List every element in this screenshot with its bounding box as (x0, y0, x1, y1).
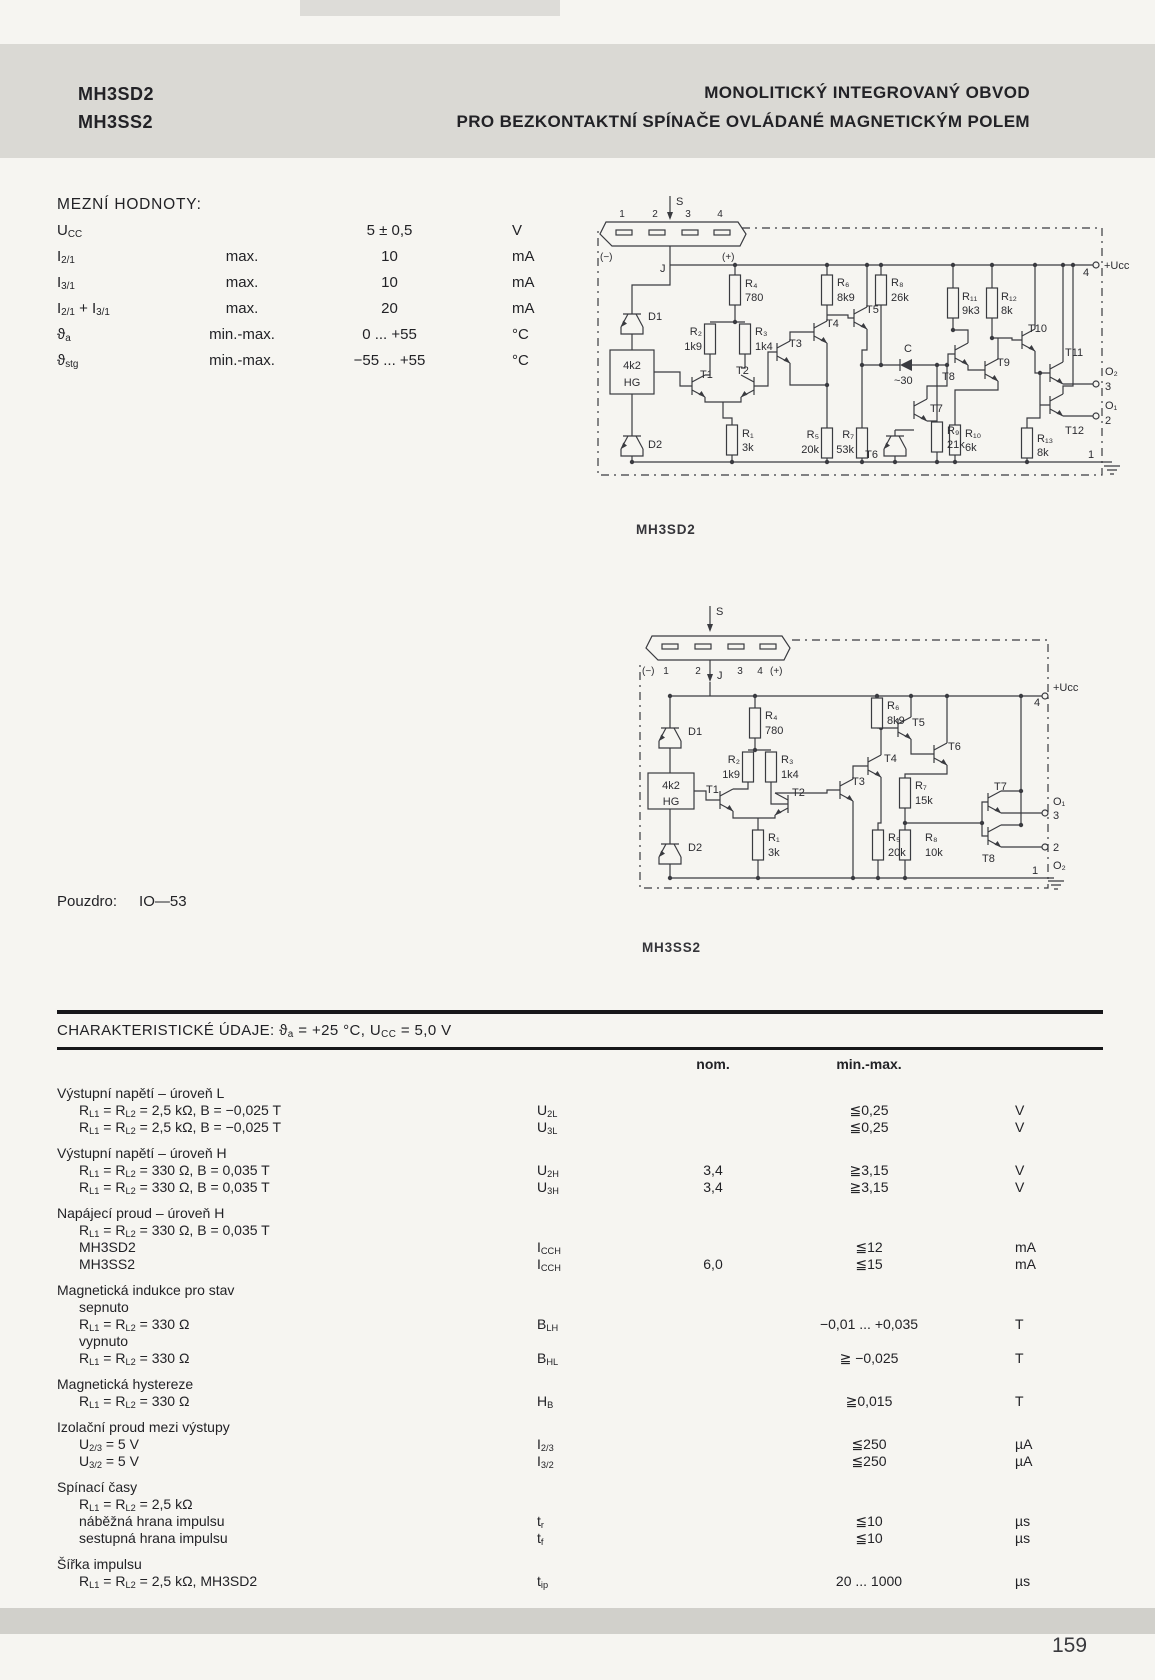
mh3sd2-schematic (592, 190, 1137, 510)
limit-condition: min.-max. (209, 326, 275, 343)
hall-generator-value: 4k2 (662, 780, 680, 792)
table-row (57, 300, 592, 326)
table-row (57, 1350, 1103, 1367)
label-r3-name: R₃ (781, 754, 794, 766)
table-row (57, 1530, 1103, 1547)
package-value: IO—53 (139, 893, 187, 910)
symbol: U2L (537, 1102, 558, 1120)
pin-label: 1 (663, 666, 669, 677)
group-header (57, 1479, 1103, 1496)
label-t3: T3 (852, 776, 865, 788)
symbol: HB (537, 1393, 554, 1411)
minus-label: (−) (600, 252, 613, 263)
label-r4-name: R₄ (745, 278, 758, 290)
group-title: Výstupní napětí – úroveň L (57, 1085, 225, 1101)
output-o2-label: O₂ (1105, 366, 1118, 378)
label-r5-name: R₅ (806, 429, 819, 441)
label-t4: T4 (826, 318, 839, 330)
unit: mA (1015, 1256, 1036, 1272)
symbol: I3/2 (537, 1453, 554, 1471)
limit-condition: max. (225, 300, 259, 317)
hall-generator-name: HG (623, 377, 641, 389)
condition: RL1 = RL2 = 330 Ω, B = 0,035 T (79, 1222, 270, 1240)
label-r2-name: R₂ (727, 754, 740, 766)
limit-value: 0 ... +55 (362, 326, 417, 343)
group-header (57, 1085, 1103, 1102)
unit: V (1015, 1102, 1025, 1118)
label-r8-name: R₈ (925, 832, 938, 844)
table-row (57, 1393, 1103, 1410)
label-r2-name: R₂ (689, 326, 702, 338)
label-t1: T1 (706, 784, 719, 796)
symbol: U3H (537, 1179, 559, 1197)
label-t2: T2 (736, 365, 749, 377)
label-t5: T5 (866, 304, 879, 316)
label-d2: D2 (688, 842, 703, 854)
ucc-label: +Ucc (1104, 260, 1130, 272)
symbol: tf (537, 1530, 544, 1548)
unit: µs (1015, 1573, 1031, 1589)
output-o2-pin: 3 (1105, 381, 1112, 393)
label-r6-name: R₆ (887, 700, 900, 712)
label-r7-value: 53k (836, 444, 854, 456)
unit: µs (1015, 1530, 1031, 1546)
label-t5: T5 (912, 717, 925, 729)
output-o2-pin: 2 (1053, 842, 1060, 854)
characteristics-heading: CHARAKTERISTICKÉ ÚDAJE: ϑa = +25 °C, UCC = 5,0 V (57, 1022, 452, 1041)
pin-label: 1 (619, 209, 625, 220)
ucc-pin-number: 4 (1033, 697, 1041, 709)
label-r8-value: 26k (891, 292, 909, 304)
label-r6-name: R₆ (837, 277, 850, 289)
symbol: ICCH (537, 1256, 561, 1274)
minmax-value: ≦0,25 (849, 1119, 889, 1135)
limit-value: 5 ± 0,5 (366, 222, 413, 239)
limit-symbol: I3/1 (57, 274, 75, 293)
label-r2-value: 1k9 (722, 769, 740, 781)
symbol: tr (537, 1513, 544, 1531)
unit: T (1015, 1316, 1024, 1332)
minmax-value: ≦12 (855, 1239, 883, 1255)
gnd-pin-number: 1 (1088, 449, 1095, 461)
label-r8-name: R₈ (891, 277, 904, 289)
group-title: Napájecí proud – úroveň H (57, 1205, 225, 1221)
table-row (57, 248, 592, 274)
label-t6: T6 (865, 449, 878, 461)
minmax-value: ≦10 (855, 1530, 883, 1546)
group-title: Spínací časy (57, 1479, 138, 1495)
limit-unit: mA (512, 274, 535, 291)
table-row (57, 1496, 1103, 1513)
table-row (57, 1299, 1103, 1316)
pin-label: 2 (652, 209, 658, 220)
group-title: Izolační proud mezi výstupy (57, 1419, 230, 1435)
table-row (57, 1256, 1103, 1273)
part-number-2: MH3SS2 (78, 112, 154, 132)
part-number-1: MH3SD2 (78, 84, 155, 104)
label-r6-value: 8k9 (837, 292, 855, 304)
junction-dots (668, 694, 1023, 880)
condition: RL1 = RL2 = 2,5 kΩ, B = −0,025 T (79, 1119, 282, 1137)
group-title: Magnetická hystereze (57, 1376, 194, 1392)
label-t9: T9 (997, 357, 1010, 369)
label-t2: T2 (792, 787, 805, 799)
condition: RL1 = RL2 = 2,5 kΩ (79, 1496, 193, 1514)
label-r2-value: 1k9 (684, 341, 702, 353)
label-r3-name: R₃ (755, 326, 768, 338)
limit-symbol: UCC (57, 222, 83, 241)
package-label: Pouzdro: (57, 893, 118, 910)
limit-condition: min.-max. (209, 352, 275, 369)
page-number: 159 (1052, 1634, 1088, 1657)
condition: U2/3 = 5 V (79, 1436, 139, 1454)
ucc-pin-number: 4 (1082, 267, 1090, 279)
label-r4-name: R₄ (765, 710, 778, 722)
pin-label: 3 (685, 209, 691, 220)
table-row (57, 1179, 1103, 1196)
label-t11: T11 (1065, 347, 1084, 359)
table-row (57, 1573, 1103, 1590)
condition: RL1 = RL2 = 2,5 kΩ, B = −0,025 T (79, 1102, 282, 1120)
limits-table (57, 222, 592, 378)
minmax-value: ≦0,25 (849, 1102, 889, 1118)
unit: mA (1015, 1239, 1036, 1255)
limit-value: −55 ... +55 (353, 352, 426, 369)
limit-unit: mA (512, 248, 535, 265)
scan-artifact-smudge (300, 0, 560, 16)
output-o1-pin: 3 (1053, 810, 1060, 822)
label-t10: T10 (1028, 323, 1047, 335)
symbol: tip (537, 1573, 549, 1591)
unit: V (1015, 1179, 1025, 1195)
minmax-value: ≦10 (855, 1513, 883, 1529)
hall-generator-value: 4k2 (623, 360, 641, 372)
output-o1-label: O₁ (1105, 400, 1118, 412)
j-label: J (660, 263, 666, 275)
limit-unit: V (512, 222, 523, 239)
unit: T (1015, 1350, 1024, 1366)
symbol: I2/3 (537, 1436, 554, 1454)
condition: MH3SS2 (79, 1256, 136, 1272)
label-r11-name: R₁₁ (962, 291, 978, 303)
hall-generator-name: HG (662, 796, 680, 808)
symbol: U2H (537, 1162, 559, 1180)
condition: náběžná hrana impulsu (79, 1513, 225, 1529)
label-r10-name: R₁₀ (965, 428, 982, 440)
label-r3-value: 1k4 (755, 341, 773, 353)
magnet-s-label: S (676, 196, 684, 208)
schematic-caption-mh3sd2: MH3SD2 (636, 522, 696, 537)
group-title: Šířka impulsu (57, 1556, 142, 1572)
package-designation (57, 893, 209, 910)
symbol: U3L (537, 1119, 558, 1137)
label-t3: T3 (789, 338, 802, 350)
mh3ss2-schematic (592, 578, 1137, 898)
column-header-nom: nom. (696, 1056, 730, 1072)
table-row (57, 1453, 1103, 1470)
group-header (57, 1419, 1103, 1436)
condition: MH3SD2 (79, 1239, 136, 1255)
label-d2: D2 (648, 439, 663, 451)
label-r13-name: R₁₃ (1037, 433, 1054, 445)
unit: µA (1015, 1453, 1033, 1469)
unit: V (1015, 1119, 1025, 1135)
column-headers (57, 1056, 1103, 1076)
label-r1-name: R₁ (768, 832, 780, 844)
condition: U3/2 = 5 V (79, 1453, 139, 1471)
minmax-value: 20 ... 1000 (835, 1573, 903, 1589)
label-t12: T12 (1065, 425, 1084, 437)
label-r11-value: 9k3 (962, 305, 980, 317)
label-r13-value: 8k (1037, 447, 1049, 459)
limit-value: 10 (381, 274, 398, 291)
title-line-2: PRO BEZKONTAKTNÍ SPÍNAČE OVLÁDANÉ MAGNETICKÝM POLEM (456, 112, 1030, 131)
limit-symbol: ϑstg (57, 352, 79, 371)
group-header (57, 1205, 1103, 1222)
unit: T (1015, 1393, 1024, 1409)
symbol: BHL (537, 1350, 559, 1368)
group-header (57, 1376, 1103, 1393)
group-header (57, 1282, 1103, 1299)
part-numbers (78, 80, 154, 136)
minus-label: (−) (642, 666, 655, 677)
divider-rule (57, 1047, 1103, 1050)
table-row (57, 1316, 1103, 1333)
ucc-label: +Ucc (1053, 682, 1079, 694)
pin-label: 4 (717, 209, 723, 220)
symbol: ICCH (537, 1239, 561, 1257)
limit-condition: max. (225, 274, 259, 291)
nom-value: 6,0 (703, 1256, 723, 1272)
label-r1-value: 3k (768, 847, 780, 859)
condition: vypnuto (79, 1333, 129, 1349)
label-c: C (904, 343, 912, 355)
label-t8: T8 (942, 371, 955, 383)
title-line-1: MONOLITICKÝ INTEGROVANÝ OBVOD (704, 83, 1030, 102)
group-header (57, 1556, 1103, 1573)
pin-label: 3 (737, 666, 743, 677)
symbol: BLH (537, 1316, 559, 1334)
label-r4-value: 780 (745, 292, 764, 304)
label-r5-value: 20k (801, 444, 819, 456)
page-title (456, 78, 1030, 136)
divider-rule (57, 1010, 1103, 1014)
limit-symbol: I2/1 + I3/1 (57, 300, 110, 319)
label-r5-value: 20k (888, 847, 906, 859)
condition: RL1 = RL2 = 330 Ω (79, 1350, 190, 1368)
table-row (57, 222, 592, 248)
nom-value: 3,4 (703, 1162, 723, 1178)
condition: RL1 = RL2 = 330 Ω, B = 0,035 T (79, 1162, 270, 1180)
limits-heading: MEZNÍ HODNOTY: (57, 196, 202, 213)
pin-label: 2 (695, 666, 701, 677)
label-d1: D1 (688, 726, 703, 738)
table-row (57, 1119, 1103, 1136)
unit: µA (1015, 1436, 1033, 1452)
limit-unit: mA (512, 300, 535, 317)
minmax-value: ≧3,15 (849, 1162, 889, 1178)
table-row (57, 1239, 1103, 1256)
table-row (57, 274, 592, 300)
table-row (57, 326, 592, 352)
label-t7: T7 (994, 781, 1007, 793)
table-row (57, 1102, 1103, 1119)
package-outline (600, 196, 746, 246)
limit-unit: °C (512, 352, 529, 369)
label-r9-name: R₉ (947, 425, 960, 437)
label-r7-name: R₇ (842, 429, 854, 441)
unit: V (1015, 1162, 1025, 1178)
group-header (57, 1145, 1103, 1162)
label-r9-value: 21k (947, 439, 965, 451)
minmax-value: ≧0,015 (845, 1393, 893, 1409)
table-row (57, 352, 592, 378)
table-row (57, 1436, 1103, 1453)
scan-artifact-band-bottom (0, 1608, 1155, 1634)
schematic-caption-mh3ss2: MH3SS2 (642, 940, 701, 955)
condition: sestupná hrana impulsu (79, 1530, 228, 1546)
output-o1-label: O₁ (1053, 796, 1066, 808)
label-t6: T6 (948, 741, 961, 753)
limit-value: 10 (381, 248, 398, 265)
minmax-value: ≦250 (851, 1453, 887, 1469)
condition: RL1 = RL2 = 330 Ω (79, 1316, 190, 1334)
label-r8-value: 10k (925, 847, 943, 859)
minmax-value: ≧ −0,025 (839, 1350, 899, 1366)
group-title: Magnetická indukce pro stav (57, 1282, 235, 1298)
limit-symbol: I2/1 (57, 248, 75, 267)
pin-label: 4 (757, 666, 763, 677)
label-r12-value: 8k (1001, 305, 1013, 317)
table-row (57, 1513, 1103, 1530)
label-r5-name: R₅ (888, 832, 901, 844)
transistor-symbols (621, 307, 1063, 449)
table-row (57, 1162, 1103, 1179)
minmax-value: ≧3,15 (849, 1179, 889, 1195)
label-r6-value: 8k9 (887, 715, 905, 727)
table-row (57, 1333, 1103, 1350)
label-c-value: ~30 (894, 375, 913, 387)
plus-label: (+) (722, 252, 735, 263)
table-row (57, 1222, 1103, 1239)
label-t1: T1 (700, 369, 713, 381)
output-o1-pin: 2 (1105, 415, 1112, 427)
condition: sepnuto (79, 1299, 129, 1315)
label-t8: T8 (982, 853, 995, 865)
label-r7-name: R₇ (915, 780, 927, 792)
label-r10-value: 6k (965, 442, 977, 454)
output-o2-label: O₂ (1053, 860, 1066, 872)
label-r1-value: 3k (742, 442, 754, 454)
magnet-s-label: S (716, 606, 724, 618)
limit-symbol: ϑa (57, 326, 71, 345)
label-r7-value: 15k (915, 795, 933, 807)
label-r3-value: 1k4 (781, 769, 799, 781)
limit-unit: °C (512, 326, 529, 343)
nom-value: 3,4 (703, 1179, 723, 1195)
unit: µs (1015, 1513, 1031, 1529)
condition: RL1 = RL2 = 330 Ω, B = 0,035 T (79, 1179, 270, 1197)
group-title: Výstupní napětí – úroveň H (57, 1145, 227, 1161)
minmax-value: −0,01 ... +0,035 (819, 1316, 919, 1332)
label-r12-name: R₁₂ (1001, 291, 1017, 303)
condition: RL1 = RL2 = 2,5 kΩ, MH3SD2 (79, 1573, 258, 1591)
minmax-value: ≦250 (851, 1436, 887, 1452)
characteristics-table (57, 1056, 1103, 1590)
label-r4-value: 780 (765, 725, 784, 737)
column-header-minmax: min.-max. (836, 1056, 902, 1072)
minmax-value: ≦15 (855, 1256, 883, 1272)
plus-label: (+) (770, 666, 783, 677)
limit-condition: max. (225, 248, 259, 265)
j-label: J (717, 670, 723, 682)
label-t4: T4 (884, 753, 897, 765)
label-t7: T7 (930, 403, 943, 415)
label-d1: D1 (648, 311, 663, 323)
limit-value: 20 (381, 300, 398, 317)
gnd-pin-number: 1 (1032, 865, 1039, 877)
condition: RL1 = RL2 = 330 Ω (79, 1393, 190, 1411)
label-r1-name: R₁ (742, 428, 754, 440)
